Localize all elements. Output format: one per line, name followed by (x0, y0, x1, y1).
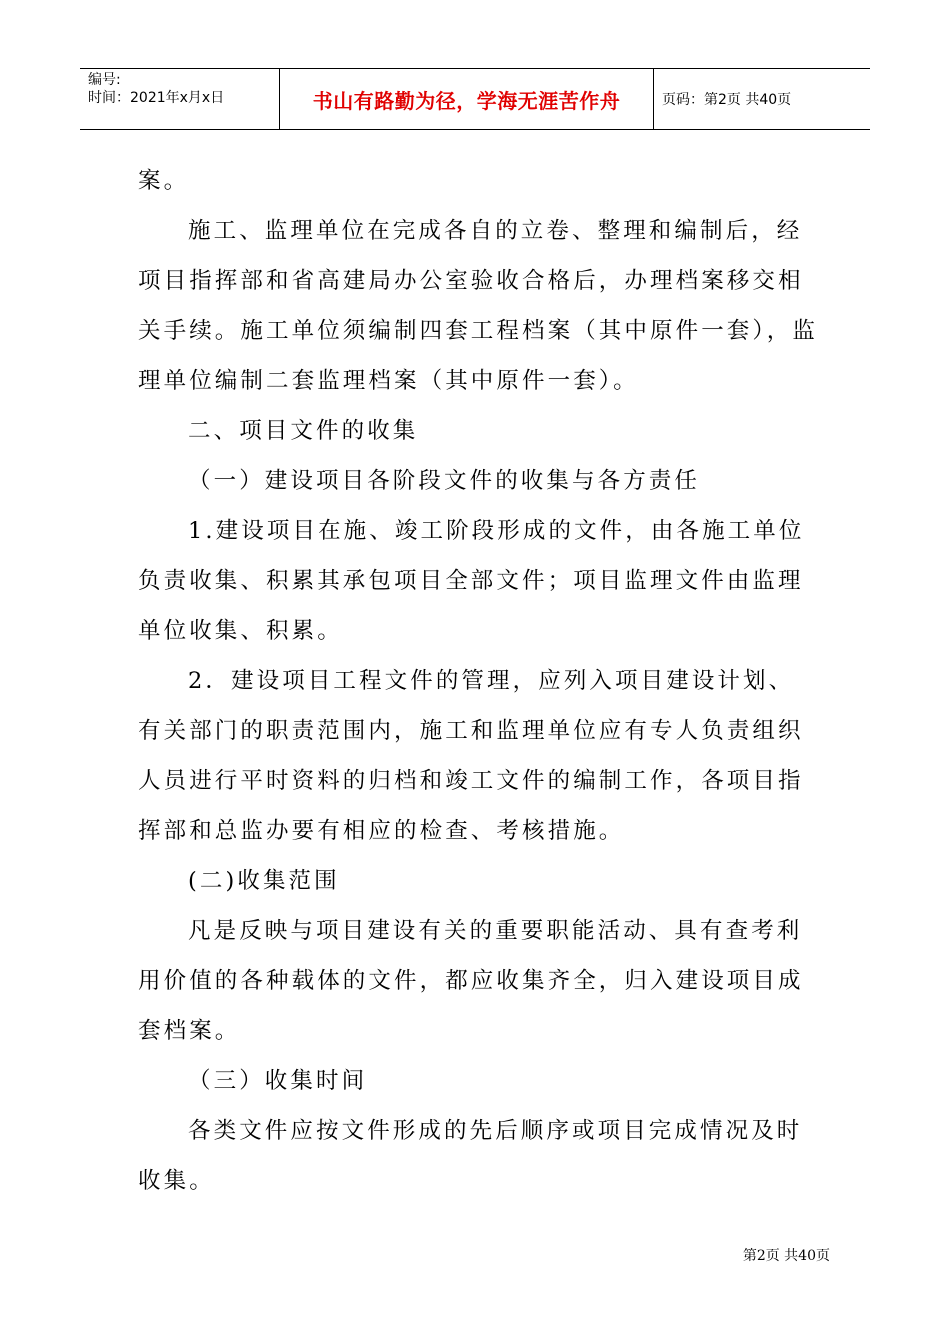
paragraph: 1.建设项目在施、竣工阶段形成的文件，由各施工单位负责收集、积累其承包项目全部文件；项目监理文件由监理单位收集、积累。 (138, 518, 805, 644)
section-heading: 二、项目文件的收集 (188, 418, 419, 444)
subsection-heading: (二)收集范围 (188, 868, 340, 894)
page-footer: 第2页 共40页 (742, 1248, 830, 1264)
document-body (138, 156, 818, 1206)
paragraph: 施工、监理单位在完成各自的立卷、整理和编制后，经项目指挥部和省高建局办公室验收合格后，办理档案移交相关手续。施工单位须编制四套工程档案（其中原件一套），监理单位编制二套监理档案（其中原件一套）。 (138, 218, 818, 394)
header-motto: 书山有路勤为径，学海无涯苦作舟 (280, 69, 654, 129)
document-date: 时间：2021年x月x日 (88, 90, 225, 106)
paragraph: 2．建设项目工程文件的管理，应列入项目建设计划、有关部门的职责范围内，施工和监理单位应有专人负责组织人员进行平时资料的归档和竣工文件的编制工作，各项目指挥部和总监办要有相应的检查、考核措施。 (138, 668, 804, 844)
header-meta (80, 69, 280, 129)
paragraph: 案。 (138, 168, 190, 194)
paragraph: 各类文件应按文件形成的先后顺序或项目完成情况及时收集。 (138, 1118, 803, 1194)
document-number-label: 编号: (88, 72, 121, 88)
paragraph: 凡是反映与项目建设有关的重要职能活动、具有查考利用价值的各种载体的文件，都应收集齐全，归入建设项目成套档案。 (138, 918, 804, 1044)
subsection-heading: （三）收集时间 (188, 1068, 368, 1094)
page-header (80, 68, 870, 130)
header-page-info: 页码：第2页 共40页 (662, 92, 792, 108)
subsection-heading: （一）建设项目各阶段文件的收集与各方责任 (188, 468, 701, 494)
